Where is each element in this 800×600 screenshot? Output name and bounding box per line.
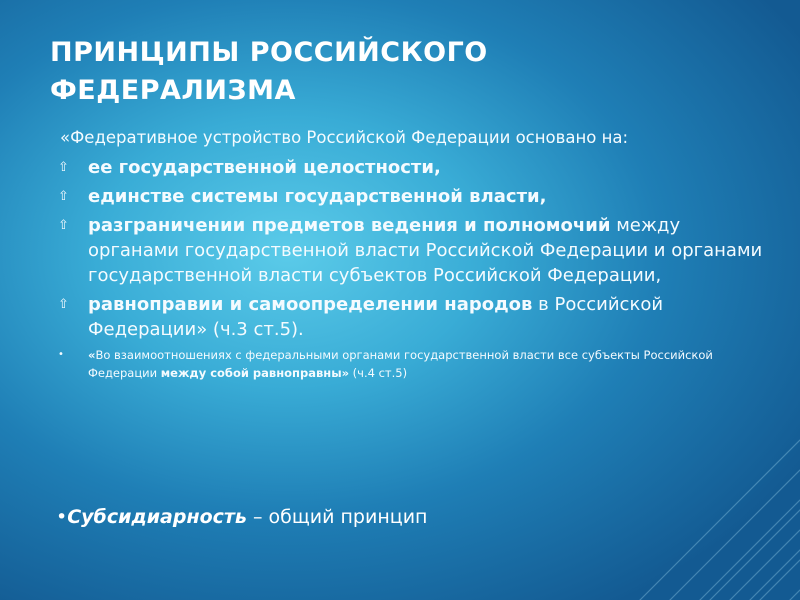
corner-decoration xyxy=(590,390,800,600)
list-item xyxy=(52,155,764,180)
footer-text xyxy=(56,504,427,530)
arrow-bullet-icon: ⇧ xyxy=(58,160,69,175)
note-quote-open: « xyxy=(88,348,96,362)
item-text: между органами государственной власти Российской Федерации и органами государственной власти субъектов Российской Федерации, xyxy=(88,215,763,286)
dot-bullet-icon: • xyxy=(58,349,64,360)
item-bold-text: ее государственной целостности, xyxy=(88,157,441,178)
item-bold-text: разграничении предметов ведения и полномочий xyxy=(88,215,611,236)
item-bold-text: единстве системы государственной власти, xyxy=(88,186,547,207)
arrow-bullet-icon: ⇧ xyxy=(58,189,69,204)
arrow-bullet-icon: ⇧ xyxy=(58,218,69,233)
footer-bold-italic: Субсидиарность xyxy=(67,506,247,528)
note-item xyxy=(52,346,764,382)
note-text-2: (ч.4 ст.5) xyxy=(349,366,408,380)
item-bold-text: равноправии и самоопределении народов xyxy=(88,294,533,315)
slide-body xyxy=(52,126,764,382)
title-line-2: ФЕДЕРАЛИЗМА xyxy=(50,75,296,106)
arrow-bullet-icon: ⇧ xyxy=(58,297,69,312)
list-item xyxy=(52,213,764,288)
item-text: в Российской Федерации» (ч.3 ст.5). xyxy=(88,294,664,340)
note-bold-text: между собой равноправны» xyxy=(160,366,350,380)
footer-bullet-icon: • xyxy=(56,506,68,528)
list-item xyxy=(52,292,764,342)
list-item xyxy=(52,184,764,209)
note-text-1: Во взаимоотношениях с федеральными органами государственной власти все субъекты Российской Федерации xyxy=(88,348,713,380)
slide-title xyxy=(50,34,750,110)
intro-text: «Федеративное устройство Российской Федерации основано на: xyxy=(60,128,629,147)
title-line-1: ПРИНЦИПЫ РОССИЙСКОГО xyxy=(50,37,488,68)
footer-rest: – общий принцип xyxy=(246,506,428,528)
